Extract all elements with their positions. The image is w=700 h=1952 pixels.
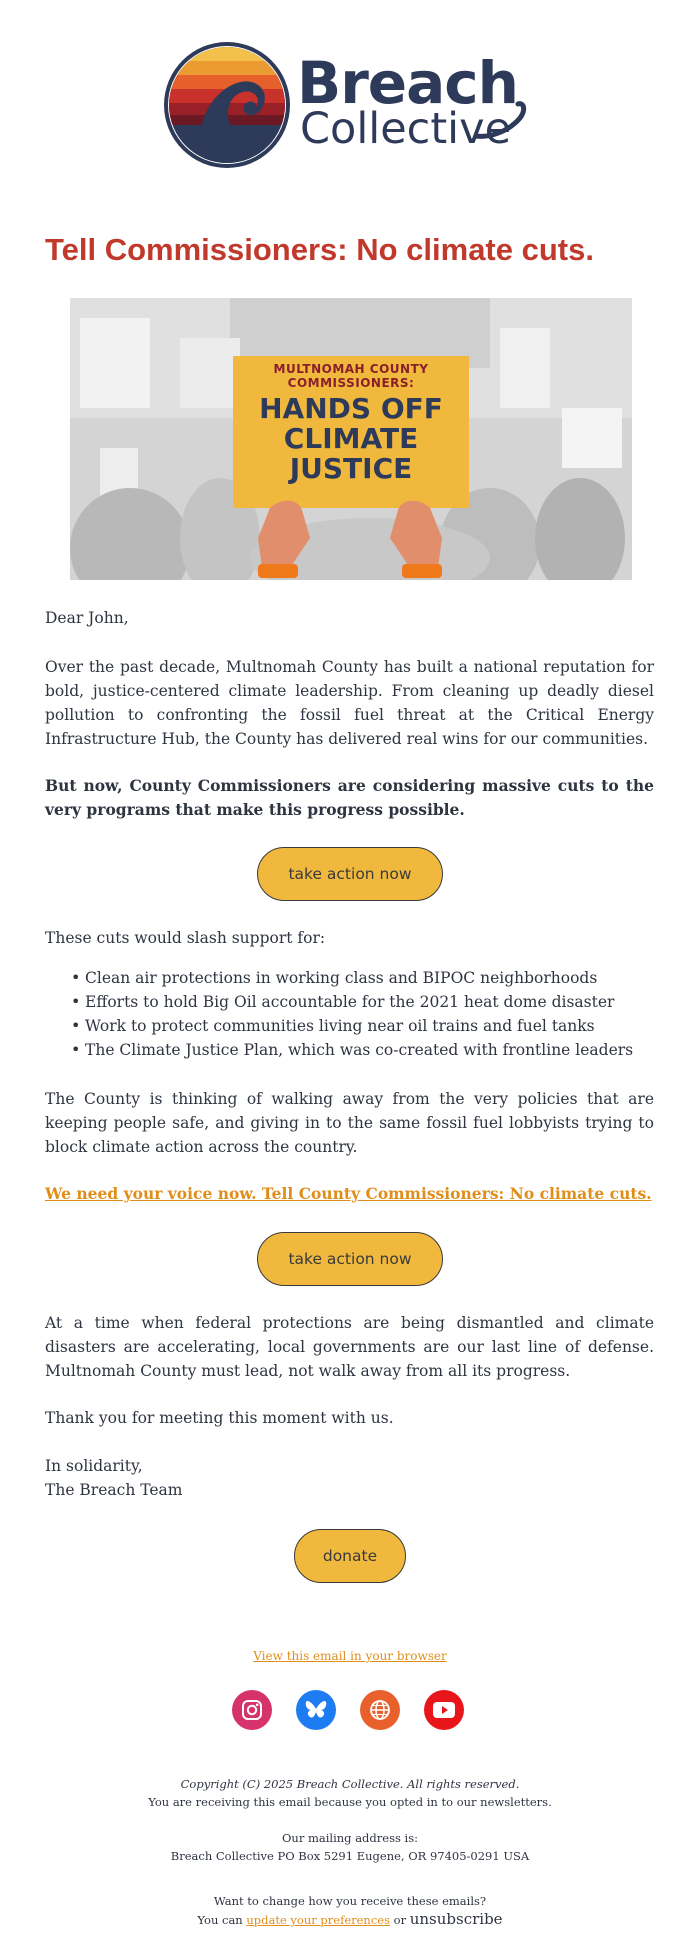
- cta-link-wrapper: [45, 1182, 665, 1206]
- intro-paragraph: Over the past decade, Multnomah County has built a national reputation for bold, justice-centered climate leadership. From cleaning up deadly diesel pollution to confronting the fossil fuel threat at the Critical Energy Infrastructure Hub, the County has delivered real wins for our communities.: [45, 658, 654, 748]
- list-item: • Efforts to hold Big Oil accountable for the 2021 heat dome disaster: [45, 990, 665, 1014]
- cuts-list: [45, 966, 665, 1062]
- or-text: or: [393, 1913, 407, 1927]
- change-question: Want to change how you receive these emails?: [213, 1894, 487, 1908]
- view-in-browser-link[interactable]: View this email in your browser: [253, 1649, 447, 1663]
- you-can-text: You can: [197, 1913, 243, 1927]
- wave-logo-icon: [162, 40, 292, 170]
- logo-swash-icon: [474, 100, 534, 140]
- hero-image: [70, 298, 632, 580]
- youtube-icon[interactable]: [424, 1690, 464, 1730]
- emphasis-paragraph: But now, County Commissioners are considering massive cuts to the very programs that make this progress possible.: [45, 776, 654, 819]
- list-item: • The Climate Justice Plan, which was co-created with frontline leaders: [45, 1038, 665, 1062]
- signoff-line: In solidarity,: [45, 1457, 143, 1475]
- mailing-label: Our mailing address is:: [281, 1831, 418, 1845]
- website-icon[interactable]: [360, 1690, 400, 1730]
- page-title: Tell Commissioners: No climate cuts.: [45, 232, 594, 267]
- sign-main-line-2: CLIMATE: [283, 422, 419, 455]
- cuts-intro: These cuts would slash support for:: [45, 929, 326, 947]
- cta-link[interactable]: We need your voice now. Tell County Commissioners: No climate cuts.: [45, 1184, 652, 1203]
- list-item: • Work to protect communities living near oil trains and fuel tanks: [45, 1014, 665, 1038]
- hands-icon: [250, 498, 450, 578]
- breach-collective-logo[interactable]: [162, 38, 542, 176]
- thanks-text: Thank you for meeting this moment with us.: [45, 1409, 394, 1427]
- defense-paragraph: At a time when federal protections are being dismantled and climate disasters are accelerating, local governments are our last line of defense. Multnomah County must lead, not walk away from all its progress.: [45, 1314, 654, 1380]
- walking-away-paragraph: The County is thinking of walking away from the very policies that are keeping people safe, and giving in to the same fossil fuel lobbyists trying to block climate action across the country.: [45, 1090, 654, 1156]
- instagram-icon[interactable]: [232, 1690, 272, 1730]
- unsubscribe-link[interactable]: unsubscribe: [409, 1910, 503, 1928]
- signoff-team: The Breach Team: [45, 1481, 183, 1499]
- brand-name: Breach: [297, 49, 518, 117]
- donate-button[interactable]: donate: [294, 1529, 406, 1583]
- greeting: Dear John,: [45, 609, 129, 627]
- view-browser-wrapper: [0, 1645, 700, 1664]
- update-preferences-link[interactable]: update your preferences: [246, 1913, 390, 1927]
- take-action-button[interactable]: take action now: [257, 847, 443, 901]
- protest-sign: [233, 356, 469, 508]
- receiving-text: You are receiving this email because you opted in to our newsletters.: [148, 1795, 552, 1809]
- copyright-text: Copyright (C) 2025 Breach Collective. All rights reserved.: [180, 1777, 520, 1791]
- bluesky-icon[interactable]: [296, 1690, 336, 1730]
- brand-subname: Collective: [300, 104, 512, 154]
- sign-main-line-3: JUSTICE: [289, 452, 413, 485]
- sign-top-text: MULTNOMAH COUNTY COMMISSIONERS:: [273, 362, 429, 390]
- list-item: • Clean air protections in working class and BIPOC neighborhoods: [45, 966, 665, 990]
- social-links: [232, 1690, 468, 1730]
- preferences-line: [0, 1910, 700, 1929]
- take-action-button-2[interactable]: take action now: [257, 1232, 443, 1286]
- sign-main-line-1: HANDS OFF: [259, 392, 443, 425]
- mailing-address: Breach Collective PO Box 5291 Eugene, OR 97405-0291 USA: [170, 1849, 530, 1863]
